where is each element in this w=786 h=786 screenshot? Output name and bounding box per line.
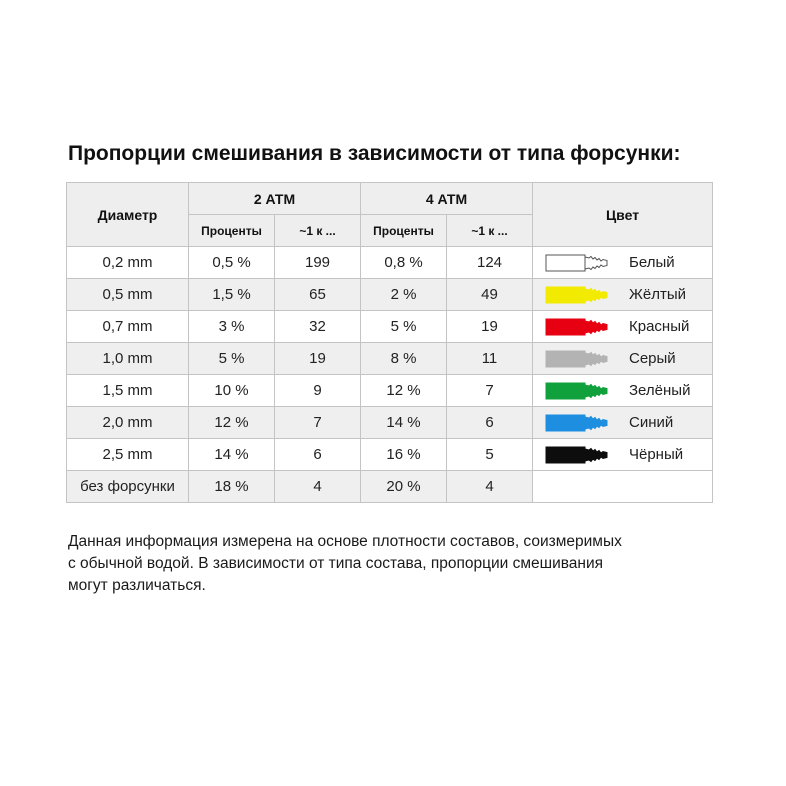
- diameter-cell: 0,5 mm: [67, 279, 189, 311]
- percent-4atm-cell: 0,8 %: [361, 247, 447, 279]
- color-cell: [533, 279, 713, 311]
- color-name: Красный: [629, 318, 690, 335]
- diameter-cell: 2,5 mm: [67, 439, 189, 471]
- diameter-cell: 1,5 mm: [67, 375, 189, 407]
- group-header-4atm: 4 АТМ: [361, 183, 533, 215]
- color-cell: [533, 375, 713, 407]
- diameter-cell: 0,2 mm: [67, 247, 189, 279]
- percent-4atm-cell: 14 %: [361, 407, 447, 439]
- color-name: Чёрный: [629, 446, 684, 463]
- ratio-2atm-cell: 65: [275, 279, 361, 311]
- ratio-2atm-cell: 199: [275, 247, 361, 279]
- ratio-4atm-cell: 11: [447, 343, 533, 375]
- table-row: [67, 375, 713, 407]
- subheader-ratio-4atm: ~1 к ...: [447, 215, 533, 247]
- ratio-4atm-cell: 124: [447, 247, 533, 279]
- table-row: [67, 439, 713, 471]
- empty-color-cell: [533, 471, 713, 503]
- color-cell: [533, 247, 713, 279]
- percent-2atm-cell: 5 %: [189, 343, 275, 375]
- percent-2atm-cell: 10 %: [189, 375, 275, 407]
- subheader-ratio-2atm: ~1 к ...: [275, 215, 361, 247]
- table-row: [67, 247, 713, 279]
- yellow-nozzle-icon: [545, 285, 609, 305]
- color-name: Зелёный: [629, 382, 691, 399]
- color-header: Цвет: [533, 183, 713, 247]
- ratio-4atm-cell: 7: [447, 375, 533, 407]
- green-nozzle-icon: [545, 381, 609, 401]
- table-row: [67, 407, 713, 439]
- color-cell: [533, 407, 713, 439]
- note-text: [68, 531, 720, 597]
- ratio-2atm-cell: 7: [275, 407, 361, 439]
- diameter-header: Диаметр: [67, 183, 189, 247]
- note-line: могут различаться.: [68, 577, 206, 594]
- ratio-2atm-cell: 6: [275, 439, 361, 471]
- header-row-1: [67, 183, 713, 215]
- gray-nozzle-icon: [545, 349, 609, 369]
- white-nozzle-icon: [545, 253, 609, 273]
- table-row: [67, 471, 713, 503]
- percent-4atm-cell: 12 %: [361, 375, 447, 407]
- percent-2atm-cell: 14 %: [189, 439, 275, 471]
- ratio-2atm-cell: 4: [275, 471, 361, 503]
- subheader-percent-4atm: Проценты: [361, 215, 447, 247]
- ratio-4atm-cell: 5: [447, 439, 533, 471]
- percent-4atm-cell: 8 %: [361, 343, 447, 375]
- ratio-2atm-cell: 19: [275, 343, 361, 375]
- color-name: Серый: [629, 350, 676, 367]
- red-nozzle-icon: [545, 317, 609, 337]
- ratio-2atm-cell: 32: [275, 311, 361, 343]
- diameter-cell: 1,0 mm: [67, 343, 189, 375]
- diameter-cell: 2,0 mm: [67, 407, 189, 439]
- color-cell: [533, 343, 713, 375]
- subheader-percent-2atm: Проценты: [189, 215, 275, 247]
- ratio-4atm-cell: 49: [447, 279, 533, 311]
- ratio-4atm-cell: 6: [447, 407, 533, 439]
- color-name: Белый: [629, 254, 675, 271]
- percent-2atm-cell: 3 %: [189, 311, 275, 343]
- black-nozzle-icon: [545, 445, 609, 465]
- percent-2atm-cell: 1,5 %: [189, 279, 275, 311]
- diameter-cell: 0,7 mm: [67, 311, 189, 343]
- mixing-table: [66, 182, 713, 503]
- page-title: Пропорции смешивания в зависимости от типа форсунки:: [68, 142, 681, 165]
- color-cell: [533, 439, 713, 471]
- percent-2atm-cell: 18 %: [189, 471, 275, 503]
- group-header-2atm: 2 АТМ: [189, 183, 361, 215]
- blue-nozzle-icon: [545, 413, 609, 433]
- table-row: [67, 311, 713, 343]
- note-line: с обычной водой. В зависимости от типа состава, пропорции смешивания: [68, 555, 604, 572]
- ratio-2atm-cell: 9: [275, 375, 361, 407]
- ratio-4atm-cell: 19: [447, 311, 533, 343]
- percent-2atm-cell: 0,5 %: [189, 247, 275, 279]
- note-line: Данная информация измерена на основе плотности составов, соизмеримых: [68, 533, 622, 550]
- table-row: [67, 343, 713, 375]
- percent-4atm-cell: 20 %: [361, 471, 447, 503]
- percent-4atm-cell: 5 %: [361, 311, 447, 343]
- percent-2atm-cell: 12 %: [189, 407, 275, 439]
- percent-4atm-cell: 2 %: [361, 279, 447, 311]
- color-name: Жёлтый: [629, 286, 686, 303]
- diameter-cell: без форсунки: [67, 471, 189, 503]
- table-row: [67, 279, 713, 311]
- color-cell: [533, 311, 713, 343]
- color-name: Синий: [629, 414, 674, 431]
- percent-4atm-cell: 16 %: [361, 439, 447, 471]
- ratio-4atm-cell: 4: [447, 471, 533, 503]
